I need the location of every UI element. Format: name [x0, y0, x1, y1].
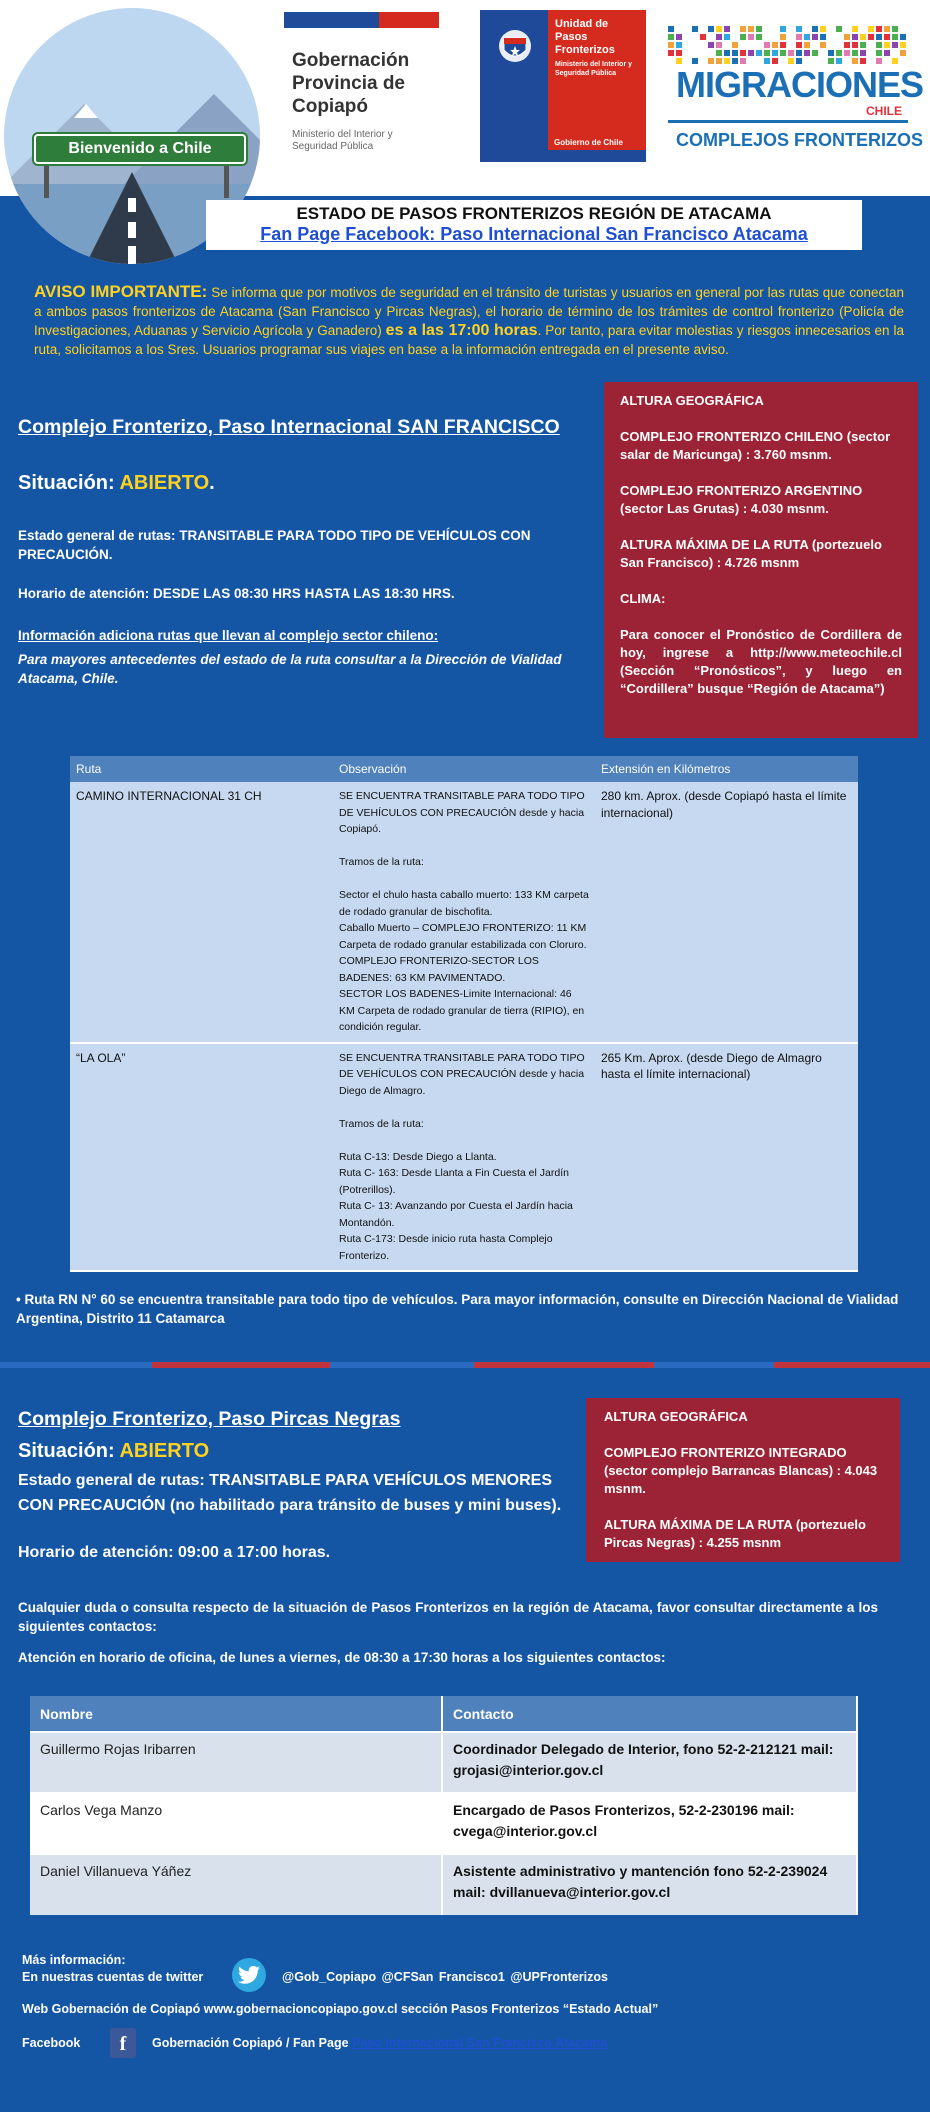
logo-dot [708, 26, 714, 32]
pircas-negras-title: Complejo Fronterizo, Paso Pircas Negras [18, 1408, 401, 1430]
logo-dot [796, 50, 802, 56]
twitter-handles[interactable]: @Gob_Copiapo @CFSan Francisco1 @UPFronterizos [282, 1970, 608, 1984]
notice-hours: es a las 17:00 horas [385, 322, 538, 339]
upf-title: Fronterizos [555, 44, 615, 56]
divider-segment [0, 1362, 152, 1368]
office-hours: Atención en horario de oficina, de lunes a viernes, de 08:30 a 17:30 horas a los siguientes contactos: [18, 1650, 666, 1665]
sign-post [224, 158, 229, 198]
logo-dot [820, 34, 826, 40]
logo-dot [860, 34, 866, 40]
logo-dot [868, 34, 874, 40]
logo-dot [804, 34, 810, 40]
more-info-heading: Más información: [22, 1953, 126, 1967]
logo-dot [892, 26, 898, 32]
logo-dot [780, 34, 786, 40]
logo-dot [780, 26, 786, 32]
logo-dot [692, 26, 698, 32]
route-extension: 280 km. Aprox. (desde Copiapó hasta el límite internacional) [595, 782, 858, 1043]
logo-dot [756, 50, 762, 56]
logo-dot [668, 50, 674, 56]
upf-logo [480, 10, 646, 162]
status-label: Situación: [18, 472, 120, 494]
logo-dot [724, 50, 730, 56]
logo-dot [828, 50, 834, 56]
logo-dot [876, 50, 882, 56]
facebook-fanpage-link[interactable]: Fan Page Facebook: Paso Internacional San Francisco Atacama [260, 224, 808, 244]
welcome-sign: Bienvenido a Chile [34, 134, 246, 164]
logo-dot [796, 26, 802, 32]
logo-dot [724, 34, 730, 40]
logo-dot [772, 42, 778, 48]
logo-dot [876, 34, 882, 40]
logo-dot [772, 50, 778, 56]
table-row [30, 1854, 857, 1915]
facebook-text: Gobernación Copiapó / Fan Page [152, 2036, 353, 2050]
logo-dot [724, 26, 730, 32]
table-row [30, 1732, 857, 1793]
logo-dot [748, 26, 754, 32]
gobernacion-name: Provincia de [292, 73, 405, 94]
gobernacion-name: Copiapó [292, 96, 368, 117]
san-francisco-info-heading: Información adiciona rutas que llevan al complejo sector chileno: [18, 628, 439, 643]
gobernacion-ministry: Seguridad Pública [292, 141, 374, 152]
logo-dot [884, 42, 890, 48]
facebook-fanpage-link[interactable]: Paso Internacional San Francisco Atacama [352, 2036, 608, 2050]
route-observation: SE ENCUENTRA TRANSITABLE PARA TODO TIPO DE VEHÍCULOS CON PRECAUCIÓN desde y hacia Copiapó. Tramos de la ruta: Sector el chulo hasta caballo muerto: 133 KM carpeta de rodado granular de bischofita. Caballo Muerto – COMPLEJO FRONTERIZO: 11 KM Carpeta de rodado granular estabilizada con Cloruro. COMPLEJO FRONTERIZO-SECTOR LOS BADENES: 63 KM PAVIMENTADO. SECTOR LOS BADENES-Limite Internacional: 46 KM Carpeta de rodado granular de tierra (RIPIO), en condición regular. [333, 782, 595, 1043]
san-francisco-road-state: Estado general de rutas: TRANSITABLE PARA TODO TIPO DE VEHÍCULOS CON PRECAUCIÓN. [18, 528, 531, 562]
flag-stripe-red [379, 12, 439, 28]
upf-ministry: Ministerio del Interior y Seguridad Pública [555, 61, 633, 77]
logo-dot [764, 42, 770, 48]
rn60-notice: • Ruta RN N° 60 se encuentra transitable para todo tipo de vehículos. Para mayor información, consulte en Dirección Nacional de Vialidad Argentina, Distrito 11 Catamarca [16, 1292, 899, 1326]
logo-dot [780, 50, 786, 56]
altitude-max: ALTURA MÁXIMA DE LA RUTA (portezuelo San Francisco) : 4.726 msnm [620, 537, 882, 570]
logo-dot [668, 34, 674, 40]
column-header: Nombre [30, 1696, 442, 1732]
contact-detail: Encargado de Pasos Fronterizos, 52-2-230196 mail: cvega@interior.gov.cl [442, 1793, 857, 1854]
gobernacion-ministry: Ministerio del Interior y [292, 129, 393, 140]
logo-dot [892, 42, 898, 48]
logo-dot [668, 26, 674, 32]
logo-dot [764, 50, 770, 56]
logo-dot [676, 42, 682, 48]
notice-text: Se informa que por motivos de seguridad en el tránsito de turistas y usuarios en general por las rutas que conectan a ambos pasos fronterizos de Atacama (San Francisco y Pircas Negras), el horario de término de los trámites de control fronterizo (Policía de Investigaciones, Aduanas y Servicio Agrícola y Ganadero) [34, 285, 904, 338]
altitude-box-pircas-negras [586, 1398, 900, 1562]
logo-dot [844, 34, 850, 40]
notice-text: . Por tanto, para evitar molestias y riesgos innecesarios en la ruta, solicitamos a los Sres. Usuarios programar sus viajes en base a la información entregada en el presente aviso. [34, 323, 904, 357]
logo-dot [900, 34, 906, 40]
logo-dot [900, 50, 906, 56]
logo-dot [844, 42, 850, 48]
sign-post [44, 158, 49, 198]
logo-dot [796, 42, 802, 48]
table-row [70, 782, 858, 1043]
logo-dot [716, 26, 722, 32]
more-info-twitter-label: En nuestras cuentas de twitter [22, 1970, 204, 1984]
divider-segment [152, 1362, 330, 1368]
logo-dot [676, 50, 682, 56]
migraciones-subtitle: COMPLEJOS FRONTERIZOS [676, 130, 924, 150]
logo-dot [804, 42, 810, 48]
upf-gobierno: Gobierno de Chile [554, 138, 623, 147]
logo-dot [844, 50, 850, 56]
logo-dot [812, 34, 818, 40]
logo-dot [852, 42, 858, 48]
header [0, 0, 930, 196]
column-header: Ruta [70, 756, 333, 782]
status-badge: ABIERTO [119, 472, 210, 494]
logo-dot [900, 42, 906, 48]
logo-dot [700, 34, 706, 40]
road-lane-mark [128, 222, 136, 238]
facebook-info [152, 2036, 607, 2050]
altitude-heading: ALTURA GEOGRÁFICA [604, 1409, 748, 1424]
twitter-icon[interactable] [232, 1958, 266, 1992]
twitter-bird-icon [238, 1965, 260, 1985]
gobernacion-name: Gobernación [292, 50, 410, 71]
more-info [22, 1952, 203, 1986]
facebook-icon[interactable]: f [110, 2028, 136, 2058]
route-name: “LA OLA” [70, 1043, 333, 1272]
logo-dot [812, 26, 818, 32]
road-lane-mark [128, 246, 136, 264]
column-header: Contacto [442, 1696, 857, 1732]
column-header: Observación [333, 756, 595, 782]
logo-dot [756, 34, 762, 40]
route-name: CAMINO INTERNACIONAL 31 CH [70, 782, 333, 1043]
altitude-chileno: COMPLEJO FRONTERIZO CHILENO (sector salar de Maricunga) : 3.760 msnm. [620, 429, 891, 462]
san-francisco-title: Complejo Fronterizo, Paso Internacional SAN FRANCISCO [18, 416, 560, 438]
logo-dot [884, 50, 890, 56]
section-divider [0, 1362, 930, 1368]
san-francisco-info-text: Para mayores antecedentes del estado de la ruta consultar a la Dirección de Vialidad Atacama, Chile. [18, 652, 562, 686]
altitude-argentino: COMPLEJO FRONTERIZO ARGENTINO (sector Las Grutas) : 4.030 msnm. [620, 483, 863, 516]
altitude-integrado: COMPLEJO FRONTERIZO INTEGRADO (sector complejo Barrancas Blancas) : 4.043 msnm. [604, 1445, 878, 1496]
logo-dot [852, 26, 858, 32]
altitude-max: ALTURA MÁXIMA DE LA RUTA (portezuelo Pircas Negras) : 4.255 msnm [604, 1517, 866, 1550]
migraciones-dots-logo [668, 26, 908, 66]
chile-coat-of-arms-icon [490, 24, 540, 74]
road-lane-mark [128, 198, 136, 212]
logo-dot [756, 26, 762, 32]
migraciones-country: CHILE [866, 104, 902, 118]
migraciones-title: MIGRACIONES [676, 64, 924, 105]
logo-dot [820, 42, 826, 48]
notice-label: AVISO IMPORTANTE: [34, 282, 208, 301]
contact-detail: Asistente administrativo y mantención fono 52-2-239024 mail: dvillanueva@interior.gov.cl [442, 1854, 857, 1915]
clima-heading: CLIMA: [620, 591, 666, 606]
pircas-negras-status [18, 1440, 209, 1463]
route-observation: SE ENCUENTRA TRANSITABLE PARA TODO TIPO DE VEHÍCULOS CON PRECAUCIÓN desde y hacia Diego de Almagro. Tramos de la ruta: Ruta C-13: Desde Diego a Llanta. Ruta C- 163: Desde Llanta a Fin Cuesta el Jardín (Potrerillos). Ruta C- 13: Avanzando por Cuesta el Jardín hacia Montandón. Ruta C-173: Desde inicio ruta hasta Complejo Fronterizo. [333, 1043, 595, 1272]
table-row [30, 1793, 857, 1854]
logo-dot [732, 50, 738, 56]
pircas-negras-road-state: Estado general de rutas: TRANSITABLE PARA VEHÍCULOS MENORES CON PRECAUCIÓN (no habilitado para tránsito de buses y mini buses). [18, 1472, 562, 1514]
page-title-box [206, 200, 862, 250]
divider-segment [330, 1362, 474, 1368]
logo-dot [812, 50, 818, 56]
logo-dot [780, 42, 786, 48]
route-extension: 265 Km. Aprox. (desde Diego de Almagro hasta el límite internacional) [595, 1043, 858, 1272]
contact-name: Carlos Vega Manzo [30, 1793, 442, 1854]
contact-name: Guillermo Rojas Iribarren [30, 1732, 442, 1793]
logo-dot [708, 42, 714, 48]
pircas-negras-hours: Horario de atención: 09:00 a 17:00 horas. [18, 1544, 331, 1561]
logo-dot [884, 26, 890, 32]
logo-dot [716, 42, 722, 48]
logo-dot [796, 34, 802, 40]
table-header-row [70, 756, 858, 782]
logo-dot [852, 34, 858, 40]
clima-text: Para conocer el Pronóstico de Cordillera de hoy, ingrese a http://www.meteochile.cl (Sección “Pronósticos”, y luego en “Cordillera” busque “Región de Atacama”) [620, 627, 902, 696]
divider-segment [774, 1362, 930, 1368]
divider-segment [474, 1362, 654, 1368]
table-row [70, 1043, 858, 1272]
logo-dot [788, 50, 794, 56]
status-badge: ABIERTO [119, 1440, 210, 1462]
divider-segment [654, 1362, 774, 1368]
logo-dot [860, 50, 866, 56]
upf-title: Pasos [555, 31, 588, 43]
website-info: Web Gobernación de Copiapó www.gobernacioncopiapo.gov.cl sección Pasos Fronterizos “Estado Actual” [22, 2002, 659, 2016]
logo-dot [740, 26, 746, 32]
logo-dot [836, 26, 842, 32]
page-title: ESTADO DE PASOS FRONTERIZOS REGIÓN DE ATACAMA [296, 204, 772, 223]
logo-dot [868, 26, 874, 32]
flag-stripe-blue [284, 12, 379, 28]
logo-dot [740, 34, 746, 40]
logo-dot [860, 42, 866, 48]
important-notice [34, 282, 904, 359]
contacts-table [30, 1696, 858, 1915]
column-header: Extensión en Kilómetros [595, 756, 858, 782]
contact-intro: Cualquier duda o consulta respecto de la situación de Pasos Fronterizos en la región de Atacama, favor consultar directamente a los siguientes contactos: [18, 1600, 878, 1634]
logo-dot [676, 34, 682, 40]
logo-dot [748, 50, 754, 56]
altitude-box-san-francisco [604, 382, 918, 738]
route-table [70, 756, 858, 1272]
status-label: Situación: [18, 1440, 120, 1462]
table-header-row [30, 1696, 857, 1732]
logo-dot [732, 42, 738, 48]
logo-dot [876, 26, 882, 32]
san-francisco-hours: Horario de atención: DESDE LAS 08:30 HRS HASTA LAS 18:30 HRS. [18, 586, 455, 601]
logo-dot [820, 26, 826, 32]
logo-dot [804, 50, 810, 56]
contact-name: Daniel Villanueva Yáñez [30, 1854, 442, 1915]
logo-dot [892, 34, 898, 40]
logo-dot [876, 42, 882, 48]
logo-dot [740, 50, 746, 56]
logo-dot [716, 50, 722, 56]
logo-dot [748, 34, 754, 40]
contact-detail: Coordinador Delegado de Interior, fono 52-2-212121 mail: grojasi@interior.gov.cl [442, 1732, 857, 1793]
logo-dot [852, 50, 858, 56]
altitude-heading: ALTURA GEOGRÁFICA [620, 393, 764, 408]
upf-title: Unidad de [555, 18, 609, 30]
status-suffix: . [209, 472, 215, 494]
logo-dot [668, 42, 674, 48]
san-francisco-status [18, 472, 215, 495]
facebook-label: Facebook [22, 2036, 81, 2050]
logo-dot [836, 50, 842, 56]
logo-dot [884, 34, 890, 40]
snow-cap-icon [74, 104, 98, 118]
divider [668, 120, 908, 123]
logo-dot [716, 34, 722, 40]
